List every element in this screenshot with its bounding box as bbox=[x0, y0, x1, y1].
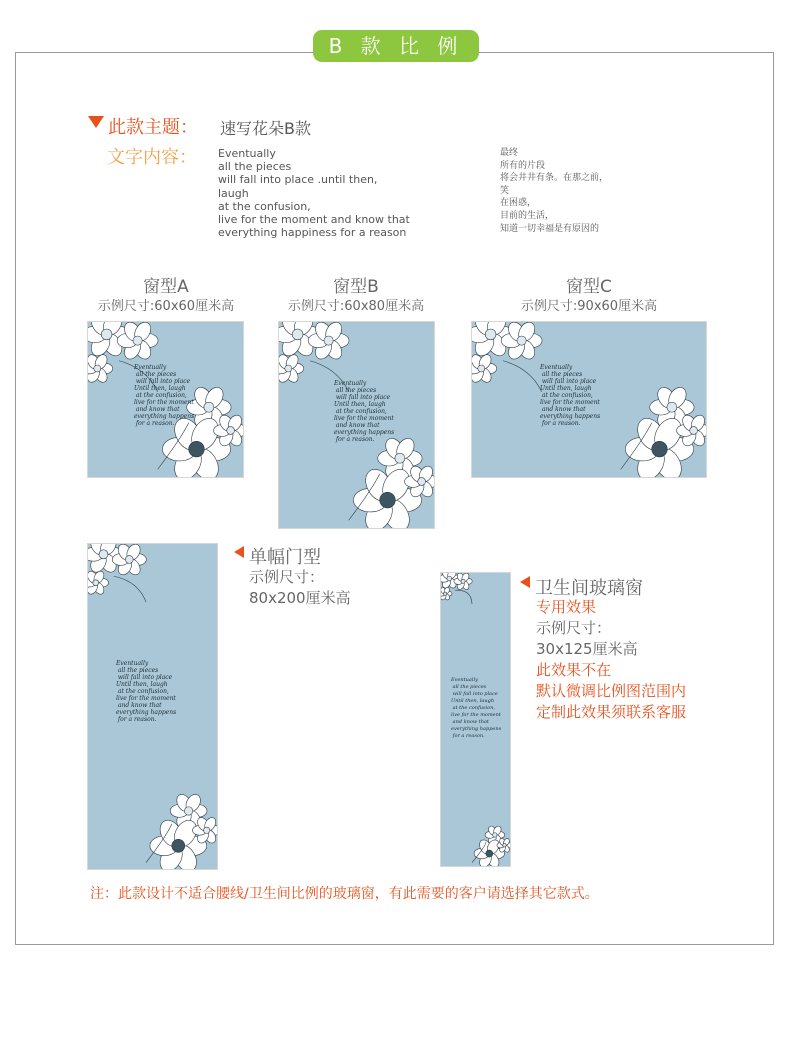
theme-arrow-icon bbox=[88, 116, 104, 128]
english-line: laugh bbox=[218, 186, 249, 200]
text-content-label: 文字内容： bbox=[107, 147, 197, 168]
bathroom-size-label: 示例尺寸： bbox=[536, 619, 612, 637]
door-size-label: 示例尺寸： bbox=[249, 568, 325, 586]
bathroom-title: 卫生间玻璃窗 bbox=[535, 578, 643, 599]
english-line: all the pieces bbox=[218, 160, 292, 174]
english-text-block bbox=[218, 147, 410, 239]
panel-quote: Eventually all the pieces will fall into place Until then, laugh at the confusion, live for the moment and know that everything happens for a reason. bbox=[334, 380, 395, 443]
window-a-size: 示例尺寸:60x60厘米高 bbox=[97, 299, 235, 314]
chinese-line: 笑 bbox=[500, 185, 510, 196]
english-line: Eventually bbox=[218, 147, 276, 160]
bathroom-notice-3: 定制此效果须联系客服 bbox=[536, 703, 687, 721]
door-size: 80x200厘米高 bbox=[249, 589, 351, 607]
chinese-line: 目前的生活， bbox=[500, 210, 555, 221]
chinese-line: 在困惑， bbox=[500, 198, 537, 209]
door-title: 单幅门型 bbox=[249, 547, 321, 568]
window-c-title: 窗型C bbox=[566, 277, 612, 297]
window-a-preview bbox=[87, 321, 244, 478]
door-pointer-icon bbox=[234, 546, 244, 558]
window-b-size: 示例尺寸:60x80厘米高 bbox=[287, 299, 425, 314]
window-b-preview bbox=[278, 321, 435, 529]
chinese-text-block bbox=[500, 147, 608, 235]
panel-quote: Eventually all the pieces will fall into place Until then, laugh at the confusion, live for the moment and know that everything happens for a reason. bbox=[540, 364, 601, 427]
chinese-line: 知道一切幸福是有原因的 bbox=[500, 223, 600, 234]
bathroom-size: 30x125厘米高 bbox=[536, 640, 638, 658]
chinese-line: 所有的片段 bbox=[500, 160, 546, 171]
panel-quote: Eventually all the pieces will fall into place Until then, laugh at the confusion, live for the moment and know that everything happens for a reason. bbox=[451, 677, 502, 739]
panel-quote: Eventually all the pieces will fall into place Until then, laugh at the confusion, live for the moment and know that everything happens for a reason. bbox=[116, 660, 177, 723]
footnote: 注：此款设计不适合腰线/卫生间比例的玻璃窗，有此需要的客户请选择其它款式。 bbox=[90, 886, 599, 902]
door-preview bbox=[87, 543, 218, 870]
header-title: B 款 比 例 图 bbox=[313, 30, 479, 62]
english-line: everything happiness for a reason bbox=[218, 226, 407, 240]
bathroom-window-preview bbox=[440, 572, 511, 867]
bathroom-effect: 专用效果 bbox=[536, 598, 597, 616]
theme-value: 速写花朵B款 bbox=[220, 119, 311, 138]
bathroom-details bbox=[536, 597, 686, 723]
panel-quote: Eventually all the pieces will fall into place Until then, laugh at the confusion, live for the moment and know that everything happens for a reason. bbox=[134, 364, 195, 427]
english-line: live for the moment and know that bbox=[218, 213, 410, 227]
english-line: at the confusion, bbox=[218, 199, 311, 213]
chinese-line: 最终 bbox=[500, 148, 519, 158]
window-a-title: 窗型A bbox=[143, 277, 189, 297]
chinese-line: 将会井井有条。在那之前， bbox=[500, 173, 609, 184]
english-line: will fall into place .until then, bbox=[218, 173, 378, 187]
bathroom-pointer-icon bbox=[520, 576, 530, 588]
window-c-size: 示例尺寸:90x60厘米高 bbox=[520, 299, 658, 314]
bathroom-notice-1: 此效果不在 bbox=[536, 661, 612, 679]
window-c-preview bbox=[471, 321, 707, 478]
theme-label: 此款主题： bbox=[108, 117, 198, 138]
window-b-title: 窗型B bbox=[333, 277, 379, 297]
bathroom-notice-2: 默认微调比例图范围内 bbox=[536, 682, 687, 700]
